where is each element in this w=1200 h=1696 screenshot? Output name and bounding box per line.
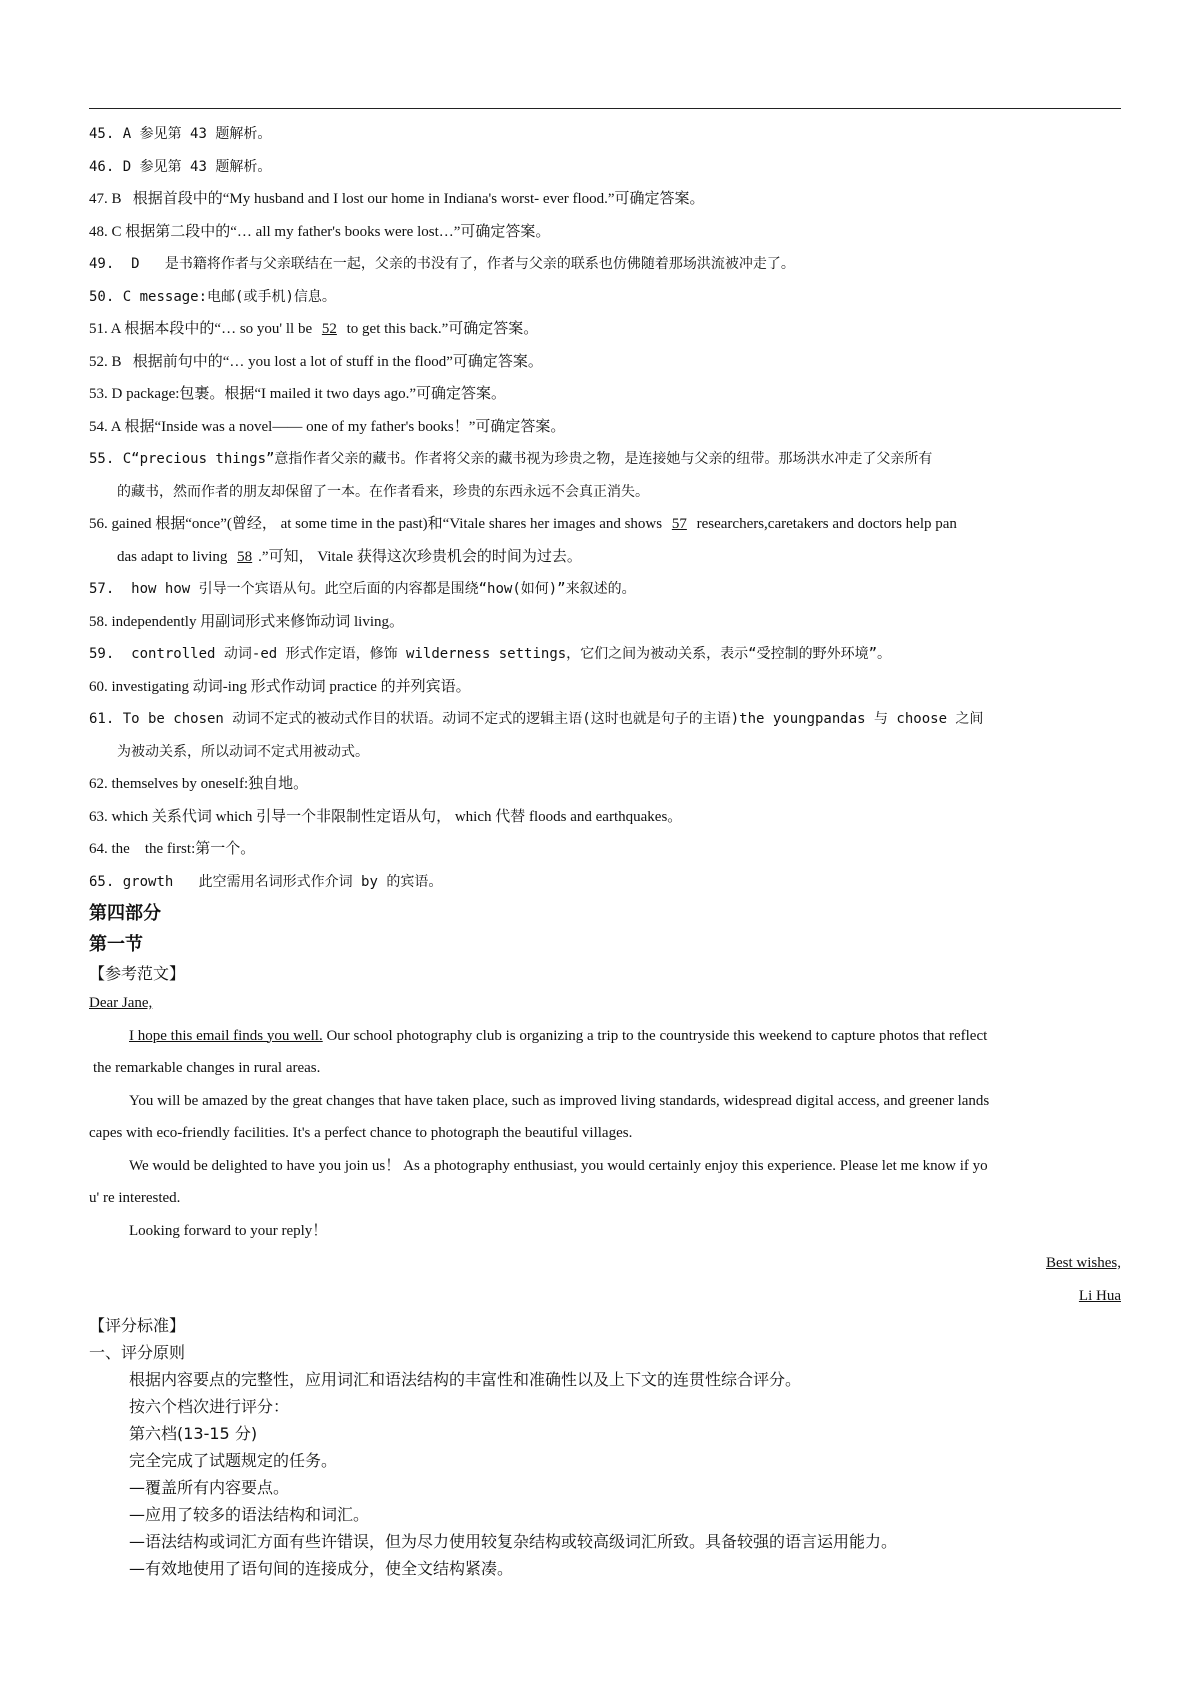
answer-47: 47. B 根据首段中的“My husband and I lost our home in Indiana's worst- ever flood.”可确定答案。: [89, 191, 705, 207]
answer-62: 62. themselves by oneself:独自地。: [89, 776, 309, 792]
letter-paragraph-1-cont: the remarkable changes in rural areas.: [93, 1060, 321, 1076]
answer-52: 52. B 根据前句中的“… you lost a lot of stuff in the flood”可确定答案。: [89, 353, 543, 370]
answer-59: 59. controlled 动词-ed 形式作定语，修饰 wilderness settings，它们之间为被动关系，表示“受控制的野外环境”。: [89, 646, 892, 662]
letter-paragraph-2-cont: capes with eco-friendly facilities. It's a perfect chance to photograph the beautiful villages.: [89, 1125, 633, 1141]
part-four-title: 第四部分: [89, 903, 161, 924]
reference-essay-label: 【参考范文】: [89, 964, 186, 983]
answer-60: 60. investigating 动词-ing 形式作动词 practice 的并列宾语。: [89, 678, 471, 695]
answer-61-line1: 61. To be chosen 动词不定式的被动式作目的状语。动词不定式的逻辑主语(这时也就是句子的主语)the youngpandas 与 choose 之间: [89, 711, 984, 727]
answer-64: 64. the the first:第一个。: [89, 841, 256, 857]
letter-paragraph-3: We would be delighted to have you join us！ As a photography enthusiast, you would certainly enjoy this experience. Please let me know if yo: [129, 1157, 988, 1174]
answer-57: 57. how how 引导一个宾语从句。此空后面的内容都是围绕“how(如何)”来叙述的。: [89, 581, 636, 597]
answer-54: 54. A 根据“Inside was a novel—— one of my father's books！”可确定答案。: [89, 418, 566, 435]
scoring-line: —有效地使用了语句间的连接成分，使全文结构紧凑。: [129, 1559, 514, 1578]
scoring-line: —语法结构或词汇方面有些许错误，但为尽力使用较复杂结构或较高级词汇所致。具备较强的语言运用能力。: [129, 1532, 898, 1551]
scoring-line: —覆盖所有内容要点。: [129, 1478, 290, 1497]
answer-46: 46. D 参见第 43 题解析。: [89, 158, 272, 175]
letter-greeting: Dear Jane,: [89, 995, 153, 1011]
letter-paragraph-2: You will be amazed by the great changes that have taken place, such as improved living standards, widespread digital access, and greener lands: [129, 1092, 990, 1109]
answer-63: 63. which 关系代词 which 引导一个非限制性定语从句， which 代替 floods and earthquakes。: [89, 808, 683, 825]
scoring-label: 【评分标准】: [89, 1316, 186, 1335]
answer-58: 58. independently 用副词形式来修饰动词 living。: [89, 613, 404, 630]
answer-50: 50. C message:电邮(或手机)信息。: [89, 288, 336, 305]
answer-49: 49. D 是书籍将作者与父亲联结在一起，父亲的书没有了，作者与父亲的联系也仿佛随着那场洪流被冲走了。: [89, 256, 795, 272]
header-rule: [89, 108, 1121, 109]
answer-56-line1: 56. gained 根据“once”(曾经， at some time in the past)和“Vitale shares her images and shows 57 researchers,caretakers and doctors help pan: [89, 508, 1121, 541]
blank-57: 57: [671, 516, 687, 532]
answer-61-line2: 为被动关系，所以动词不定式用被动式。: [117, 743, 369, 760]
answer-48: 48. C 根据第二段中的“… all my father's books were lost…”可确定答案。: [89, 223, 551, 240]
answer-53: 53. D package:包裹。根据“I mailed it two days ago.”可确定答案。: [89, 386, 507, 402]
answer-55-line2: 的藏书，然而作者的朋友却保留了一本。在作者看来，珍贵的东西永远不会真正消失。: [117, 483, 649, 500]
answer-51: 51. A 根据本段中的“… so you' ll be 52 to get this back.”可确定答案。: [89, 313, 1121, 346]
answer-56-line2: das adapt to living 58 .”可知， Vitale 获得这次珍贵机会的时间为过去。: [89, 541, 1121, 574]
letter-paragraph-1: I hope this email finds you well. Our school photography club is organizing a trip to the countryside this weekend to capture photos that reflect: [129, 1027, 988, 1044]
answer-page: [89, 118, 1121, 1582]
scoring-line: —应用了较多的语法结构和词汇。: [129, 1505, 370, 1524]
blank-58: 58: [237, 548, 253, 565]
scoring-line: 完全完成了试题规定的任务。: [129, 1451, 338, 1470]
scoring-principle-heading: 一、评分原则: [89, 1343, 186, 1362]
answer-45: 45. A 参见第 43 题解析。: [89, 126, 272, 142]
letter-paragraph-4: Looking forward to your reply！: [129, 1222, 328, 1239]
letter-signature: Li Hua: [1078, 1287, 1121, 1304]
scoring-line: 第六档(13-15 分): [129, 1424, 258, 1443]
answer-65: 65. growth 此空需用名词形式作介词 by 的宾语。: [89, 873, 443, 890]
letter-paragraph-3-cont: u' re interested.: [89, 1190, 181, 1206]
blank-52: 52: [321, 321, 337, 337]
scoring-line: 按六个档次进行评分：: [129, 1397, 290, 1416]
scoring-line: 根据内容要点的完整性，应用词汇和语法结构的丰富性和准确性以及上下文的连贯性综合评分。: [129, 1370, 802, 1389]
answer-55-line1: 55. C“precious things”意指作者父亲的藏书。作者将父亲的藏书视为珍贵之物，是连接她与父亲的纽带。那场洪水冲走了父亲所有: [89, 451, 933, 467]
letter-closing: Best wishes,: [1046, 1255, 1121, 1271]
section-one-title: 第一节: [89, 934, 143, 955]
